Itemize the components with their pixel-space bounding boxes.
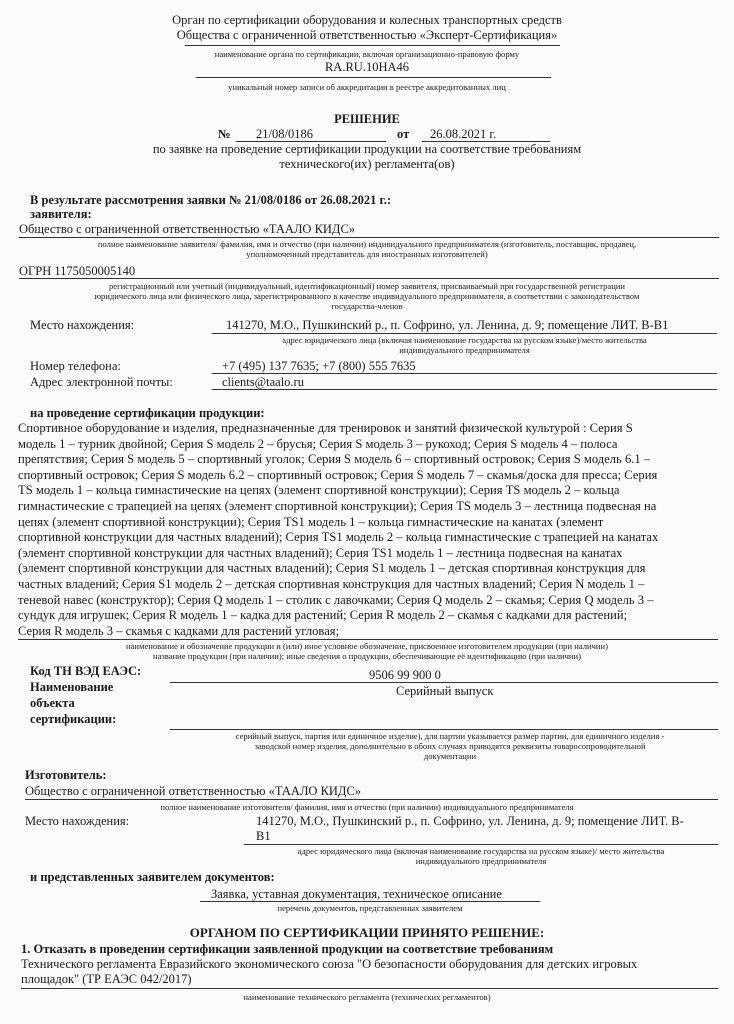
applicant-label: заявителя:: [30, 207, 92, 221]
divider: [212, 333, 717, 334]
email-label: Адрес электронной почты:: [30, 375, 173, 389]
manufacturer-label: Изготовитель:: [25, 768, 107, 782]
documents-caption: перечень документов, представленных заявителем: [277, 903, 463, 913]
divider: [212, 389, 717, 390]
accreditation-caption: уникальный номер записи об аккредитации в реестре аккредитованных лиц: [228, 82, 506, 92]
accreditation-number: RA.RU.10НА46: [324, 60, 410, 74]
divider: [196, 77, 551, 78]
documents-label: и представленных заявителем документов:: [30, 870, 275, 884]
object-label-2: объекта: [30, 696, 75, 710]
date-label: от: [397, 127, 410, 141]
applicant-location-caption: адрес юридического лица (включая наименование государства на русском языке)/место жительства индивидуального предпринимателя: [282, 335, 647, 355]
phone-label: Номер телефона:: [30, 359, 121, 373]
decision-title: РЕШЕНИЕ: [334, 112, 400, 126]
product-heading: на проведение сертификации продукции:: [30, 406, 265, 420]
tnved-label: Код ТН ВЭД ЕАЭС:: [30, 664, 142, 678]
resolution-item1: 1. Отказать в проведении сертификации заявленной продукции на соответствие требованиям: [21, 942, 554, 956]
product-description: Спортивное оборудование и изделия, предназначенные для тренировок и занятий физической культурой : Серия S модель 1 – турник двойной; Серия S модель 2 – брусья; Серия S модель 3 – рукоход; Серия S модель 4 – полоса препятствия; Серия S модель 5 – спортивный уголок; Серия S модель 6 – спортивный островок; Серия S модель 6.1 – спортивный островок; Серия S модель 6.2 – спортивный островок; Серия S модель 7 – скамья/доска для пресса; Серия TS модель 1 – кольца гимнастические на цепях (элемент спортивной конструкции); Серия TS модель 2 – кольца гимнастические с трапецией на цепях (элемент спортивной конструкции); Серия TS модель 3 – лестница подвесная на цепях (элемент спортивной конструкции); Серия TS1 модель 1 – кольца гимнастические на канатах (элемент спортивной конструкции для частных владений); Серия TS1 модель 2 – кольца гимнастические с трапецией на канатах (элемент спортивной конструкции для частных владений); Серия TS1 модель 1 – лестница подвесная на канатах (элемент спортивной конструкции для частных владений); Серия S1 модель 1 – детская спортивная конструкция для частных владений; Серия S1 модель 2 – детская спортивная конструкция для частных владений; Серия N модель 1 – теневой навес (конструктор); Серия Q модель 1 – столик с лавочками; Серия Q модель 2 – скамья; Серия Q модель 3 – сундук для игрушек; Серия R модель 1 – кадка для растений; Серия R модель 2 – скамья с кадками для растений; Серия R модель 3 – скамья с кадками для растений угловая;: [18, 421, 659, 638]
divider: [170, 682, 718, 683]
divider: [212, 373, 717, 374]
tnved-code: 9506 99 900 0: [369, 668, 441, 682]
applicant-name-caption: полное наименование заявителя/ фамилия, имя и отчество (при наличии) индивидуального предпринимателя (изготовитель, поставщик, продавец, уполномоченный представитель для иностранных изготовителей): [97, 239, 637, 259]
decision-date: 26.08.2021 г.: [430, 127, 497, 141]
resolution-title: ОРГАНОМ ПО СЕРТИФИКАЦИИ ПРИНЯТО РЕШЕНИЕ:: [189, 925, 545, 940]
divider: [25, 799, 718, 800]
divider: [18, 639, 718, 640]
object-label-3: сертификации:: [30, 712, 117, 726]
divider: [200, 901, 540, 902]
applicant-email: clients@taalo.ru: [222, 375, 304, 389]
organ-caption: наименование органа по сертификации, включая организационно-правовую форму: [214, 49, 520, 59]
documents-value: Заявка, уставная документация, техническое описание: [211, 887, 502, 901]
decision-subtitle-line2: технического(их) регламента(ов): [279, 157, 455, 171]
object-caption: серийный выпуск, партия или единичное изделие), для партии указывается размер партии, для единичного изделия - заводской номер изделия, дополнительно в обоих случаях приводятся реквизиты товаросопроводительной документации: [235, 731, 665, 761]
manufacturer-name-caption: полное наименование изготовителя/ фамилия, имя и отчество (при наличии) индивидуального предпринимателя: [160, 802, 574, 812]
number-label: №: [218, 127, 231, 141]
object-value: Серийный выпуск: [396, 684, 494, 698]
manufacturer-location-caption: адрес юридического лица (включая наименование государства на русском языке)/ место жительства индивидуального предпринимателя: [297, 846, 665, 866]
manufacturer-location-line2: В1: [256, 829, 271, 843]
divider: [21, 988, 718, 989]
applicant-ogrn-caption: регистрационный или учетный (индивидуальный, идентификационный) номер заявителя, присваиваемый при государственной регистрации юридического лица или физического лица, зарегистрированного в качестве индивидуального предпринимателя, в соответствии с законодательством государства-членов: [94, 281, 640, 311]
applicant-ogrn: ОГРН 1175050005140: [19, 264, 136, 278]
divider: [185, 45, 560, 46]
organ-name-line2: Общества с ограниченной ответственностью «Эксперт-Сертификация»: [176, 28, 558, 42]
organ-name-line1: Орган по сертификации оборудования и колесных транспортных средств: [172, 13, 562, 27]
applicant-name: Общество с ограниченной ответственностью «ТААЛО КИДС»: [19, 222, 356, 236]
divider: [244, 844, 718, 845]
applicant-location: 141270, М.О., Пушкинский р., п. Софрино, ул. Ленина, д. 9; помещение ЛИТ. В-В1: [226, 318, 669, 332]
decision-number: 21/08/0186: [256, 127, 313, 141]
regulation-line1: Технического регламента Евразийского экономического союза "О безопасности оборудования для детских игровых: [21, 957, 638, 971]
object-label-1: Наименование: [30, 680, 114, 694]
applicant-phone: +7 (495) 137 7635; +7 (800) 555 7635: [222, 359, 416, 373]
regulation-line2: площадок" (ТР ЕАЭС 042/2017): [21, 972, 192, 986]
divider: [170, 729, 718, 730]
manufacturer-location-label: Место нахождения:: [25, 814, 130, 828]
divider: [19, 278, 719, 279]
decision-subtitle-line1: по заявке на проведение сертификации продукции на соответствие требованиям: [152, 142, 582, 156]
manufacturer-name: Общество с ограниченной ответственностью «ТААЛО КИДС»: [25, 784, 362, 798]
divider: [19, 237, 719, 238]
manufacturer-location-line1: 141270, М.О., Пушкинский р., п. Софрино, ул. Ленина, д. 9; помещение ЛИТ. В-: [256, 814, 684, 828]
product-caption: наименование и обозначение продукции и (или) иное условное обозначение, присвоенное изготовителем продукции (при наличии) название продукции (при наличии); иные сведения о продукции, обеспечивающие её идентификацию (при наличии): [126, 641, 608, 661]
review-line: В результате рассмотрения заявки № 21/08/0186 от 26.08.2021 г.:: [30, 193, 392, 207]
location-label: Место нахождения:: [30, 318, 135, 332]
regulation-caption: наименование технического регламента (технических регламентов): [243, 992, 491, 1002]
